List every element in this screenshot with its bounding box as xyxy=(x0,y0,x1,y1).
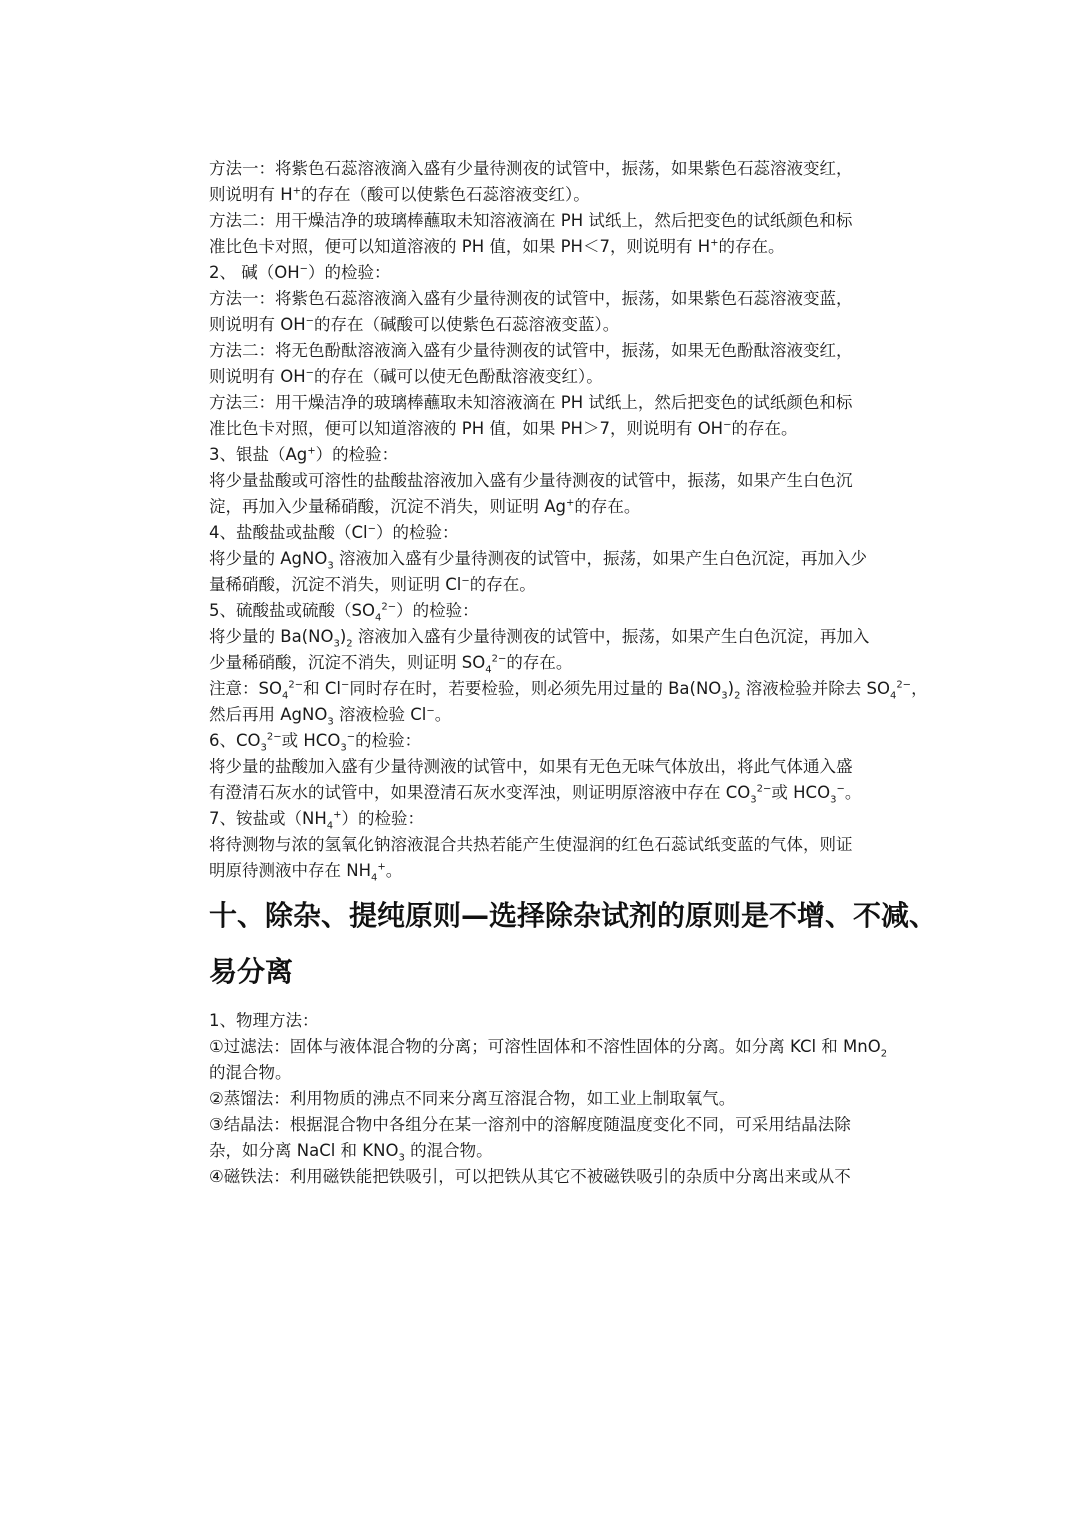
text-span: 3、银盐（Ag xyxy=(209,445,308,464)
text-span: 溶液加入盛有少量待测夜的试管中，振荡，如果产生白色沉淀，再加入少 xyxy=(333,549,867,568)
subscript: 4 xyxy=(889,690,897,702)
text-span: ）的检验： xyxy=(315,445,399,464)
text-span: ）的检验： xyxy=(396,601,479,620)
subscript: 3 xyxy=(830,794,837,806)
text-line xyxy=(209,832,895,858)
text-span: 。 xyxy=(844,783,862,802)
text-line xyxy=(209,1112,895,1138)
text-span: 淀，再加入少量稀硝酸，沉淀不消失，则证明 Ag xyxy=(209,497,567,516)
text-span: 则说明有 OH xyxy=(209,315,306,334)
text-span: 2、 碱（OH xyxy=(209,263,300,282)
text-span: ①过滤法：固体与液体混合物的分离；可溶性固体和不溶性固体的分离。如分离 KCl 和 MnO xyxy=(209,1037,881,1056)
subscript: 4 xyxy=(371,872,378,884)
text-span: 1、物理方法： xyxy=(209,1011,319,1030)
subscript: 3 xyxy=(721,690,728,702)
text-span: 7、铵盐或（NH xyxy=(209,809,327,828)
text-line xyxy=(209,598,895,624)
text-span: 同时存在时，若要检验，则必须先用过量的 Ba(NO xyxy=(349,679,722,698)
text-span: 将少量盐酸或可溶性的盐酸盐溶液加入盛有少量待测夜的试管中，振荡，如果产生白色沉 xyxy=(209,471,853,490)
text-line xyxy=(209,312,895,338)
text-span: 杂，如分离 NaCl 和 KNO xyxy=(209,1141,399,1160)
subscript: 2 xyxy=(734,690,741,702)
subscript: 2 xyxy=(880,1048,888,1060)
text-span: 的存在（酸可以使紫色石蕊溶液变红）。 xyxy=(301,185,590,204)
text-span: 然后再用 AgNO xyxy=(209,705,328,724)
text-line xyxy=(209,1034,895,1060)
text-span: ②蒸馏法：利用物质的沸点不同来分离互溶混合物，如工业上制取氧气。 xyxy=(209,1089,736,1108)
text-span: 少量稀硝酸，沉淀不消失，则证明 SO xyxy=(209,653,486,672)
superscript: + xyxy=(566,497,575,509)
text-line xyxy=(209,1060,895,1086)
section-heading-line-1: 十、除杂、提纯原则—选择除杂试剂的原则是不增、不减、 xyxy=(209,899,938,932)
superscript: + xyxy=(377,861,386,873)
superscript: + xyxy=(333,809,342,821)
text-span: 将少量的 Ba(NO xyxy=(209,627,334,646)
text-line xyxy=(209,1138,895,1164)
subscript: 4 xyxy=(374,612,382,624)
text-line xyxy=(209,650,895,676)
subscript: 4 xyxy=(281,690,289,702)
ion-test-section xyxy=(209,156,928,884)
text-line xyxy=(209,624,895,650)
subscript: 3 xyxy=(327,560,334,572)
text-span: 溶液加入盛有少量待测夜的试管中，振荡，如果产生白色沉淀，再加入 xyxy=(352,627,870,646)
text-span: ④磁铁法：利用磁铁能把铁吸引，可以把铁从其它不被磁铁吸引的杂质中分离出来或从不 xyxy=(209,1167,851,1186)
text-line xyxy=(209,234,895,260)
text-line xyxy=(209,416,895,442)
text-span: ， xyxy=(911,679,928,698)
text-span: 准比色卡对照，便可以知道溶液的 PH 值，如果 PH＜7，则说明有 H xyxy=(209,237,711,256)
text-span: 有澄清石灰水的试管中，如果澄清石灰水变浑浊，则证明原溶液中存在 CO xyxy=(209,783,751,802)
text-span: 6、CO xyxy=(209,731,261,750)
subscript: 2 xyxy=(346,638,353,650)
text-line xyxy=(209,754,895,780)
superscript: − xyxy=(346,731,356,743)
text-line xyxy=(209,260,895,286)
superscript: − xyxy=(723,419,732,431)
text-span: 方法二：用干燥洁净的玻璃棒蘸取未知溶液滴在 PH 试纸上，然后把变色的试纸颜色和标 xyxy=(209,211,853,230)
text-span: 注意：SO xyxy=(209,679,282,698)
subscript: 4 xyxy=(485,664,492,676)
text-span: 的存在（碱酸可以使紫色石蕊溶液变蓝）。 xyxy=(314,315,620,334)
text-span: 或 HCO xyxy=(281,731,341,750)
text-span: 将待测物与浓的氢氧化钠溶液混合共热若能产生使湿润的红色石蕊试纸变蓝的气体，则证 xyxy=(209,835,853,854)
text-line xyxy=(209,338,895,364)
text-span: 溶液检验并除去 SO xyxy=(740,679,890,698)
text-span: 5、硫酸盐或硫酸（SO xyxy=(209,601,375,620)
superscript: + xyxy=(710,237,719,249)
text-line xyxy=(209,806,895,832)
subscript: 3 xyxy=(340,742,347,754)
superscript: 2− xyxy=(266,731,282,743)
subscript: 4 xyxy=(326,820,334,832)
text-span: 的存在。 xyxy=(506,653,573,672)
superscript: − xyxy=(305,367,315,379)
text-span: 的存在。 xyxy=(731,419,798,438)
text-line xyxy=(209,780,895,806)
text-span: 则说明有 OH xyxy=(209,367,306,386)
purification-methods-section xyxy=(209,1008,895,1190)
superscript: + xyxy=(307,445,316,457)
superscript: − xyxy=(340,679,350,691)
superscript: 2− xyxy=(896,679,912,691)
text-line xyxy=(209,494,895,520)
text-span: 的检验： xyxy=(355,731,422,750)
text-span: ③结晶法：根据混合物中各组分在某一溶剂中的溶解度随温度变化不同，可采用结晶法除 xyxy=(209,1115,851,1134)
text-span: 和 Cl xyxy=(303,679,341,698)
text-span: 的混合物。 xyxy=(209,1063,292,1082)
superscript: − xyxy=(299,263,309,275)
superscript: − xyxy=(367,523,376,535)
text-span: 的存在（碱可以使无色酚酞溶液变红）。 xyxy=(314,367,603,386)
superscript: − xyxy=(836,783,845,795)
text-line xyxy=(209,468,895,494)
text-line xyxy=(209,520,895,546)
text-span: ) xyxy=(727,679,735,698)
superscript: 2− xyxy=(491,653,507,665)
subscript: 3 xyxy=(398,1152,405,1164)
text-line xyxy=(209,286,895,312)
text-span: 方法一：将紫色石蕊溶液滴入盛有少量待测夜的试管中，振荡，如果紫色石蕊溶液变蓝， xyxy=(209,289,853,308)
text-span: 4、盐酸盐或盐酸（Cl xyxy=(209,523,368,542)
text-span: 。 xyxy=(434,705,452,724)
text-line xyxy=(209,208,895,234)
text-span: 方法二：将无色酚酞溶液滴入盛有少量待测夜的试管中，振荡，如果无色酚酞溶液变红， xyxy=(209,341,853,360)
superscript: 2− xyxy=(381,601,397,613)
text-span: ）的检验： xyxy=(308,263,391,282)
text-span: 将少量的 AgNO xyxy=(209,549,328,568)
text-span: 的存在。 xyxy=(718,237,785,256)
text-line xyxy=(209,390,895,416)
superscript: − xyxy=(426,705,435,717)
subscript: 3 xyxy=(750,794,757,806)
text-span: ）的检验： xyxy=(341,809,425,828)
text-span: 明原待测液中存在 NH xyxy=(209,861,371,880)
text-span: 则说明有 H xyxy=(209,185,293,204)
text-line xyxy=(209,702,895,728)
text-line xyxy=(209,546,895,572)
superscript: + xyxy=(292,185,302,197)
text-line xyxy=(209,1008,895,1034)
text-span: 溶液检验 Cl xyxy=(333,705,427,724)
text-line xyxy=(209,364,895,390)
text-span: 将少量的盐酸加入盛有少量待测液的试管中，如果有无色无味气体放出，将此气体通入盛 xyxy=(209,757,853,776)
text-line xyxy=(209,572,895,598)
superscript: − xyxy=(461,575,470,587)
text-span: 方法三：用干燥洁净的玻璃棒蘸取未知溶液滴在 PH 试纸上，然后把变色的试纸颜色和标 xyxy=(209,393,853,412)
text-span: 的混合物。 xyxy=(404,1141,493,1160)
subscript: 3 xyxy=(327,716,334,728)
text-span: 量稀硝酸，沉淀不消失，则证明 Cl xyxy=(209,575,462,594)
text-line xyxy=(209,728,895,754)
text-line xyxy=(209,442,895,468)
text-line xyxy=(209,676,928,702)
text-line xyxy=(209,156,895,182)
document-page xyxy=(209,156,938,1190)
text-span: 的存在。 xyxy=(469,575,536,594)
text-span: 准比色卡对照，便可以知道溶液的 PH 值，如果 PH＞7，则说明有 OH xyxy=(209,419,724,438)
text-line xyxy=(209,182,895,208)
text-line xyxy=(209,1164,895,1190)
text-span: 。 xyxy=(385,861,403,880)
text-line xyxy=(209,858,895,884)
text-span: 或 HCO xyxy=(771,783,831,802)
text-span: ）的检验： xyxy=(376,523,459,542)
text-line xyxy=(209,1086,895,1112)
text-span: 方法一：将紫色石蕊溶液滴入盛有少量待测夜的试管中，振荡，如果紫色石蕊溶液变红， xyxy=(209,159,853,178)
subscript: 3 xyxy=(260,742,267,754)
section-heading-line-2: 易分离 xyxy=(209,955,294,988)
superscript: 2− xyxy=(756,783,772,795)
text-span: 的存在。 xyxy=(574,497,641,516)
superscript: − xyxy=(305,315,315,327)
superscript: 2− xyxy=(288,679,304,691)
text-span: ) xyxy=(339,627,347,646)
subscript: 3 xyxy=(333,638,340,650)
